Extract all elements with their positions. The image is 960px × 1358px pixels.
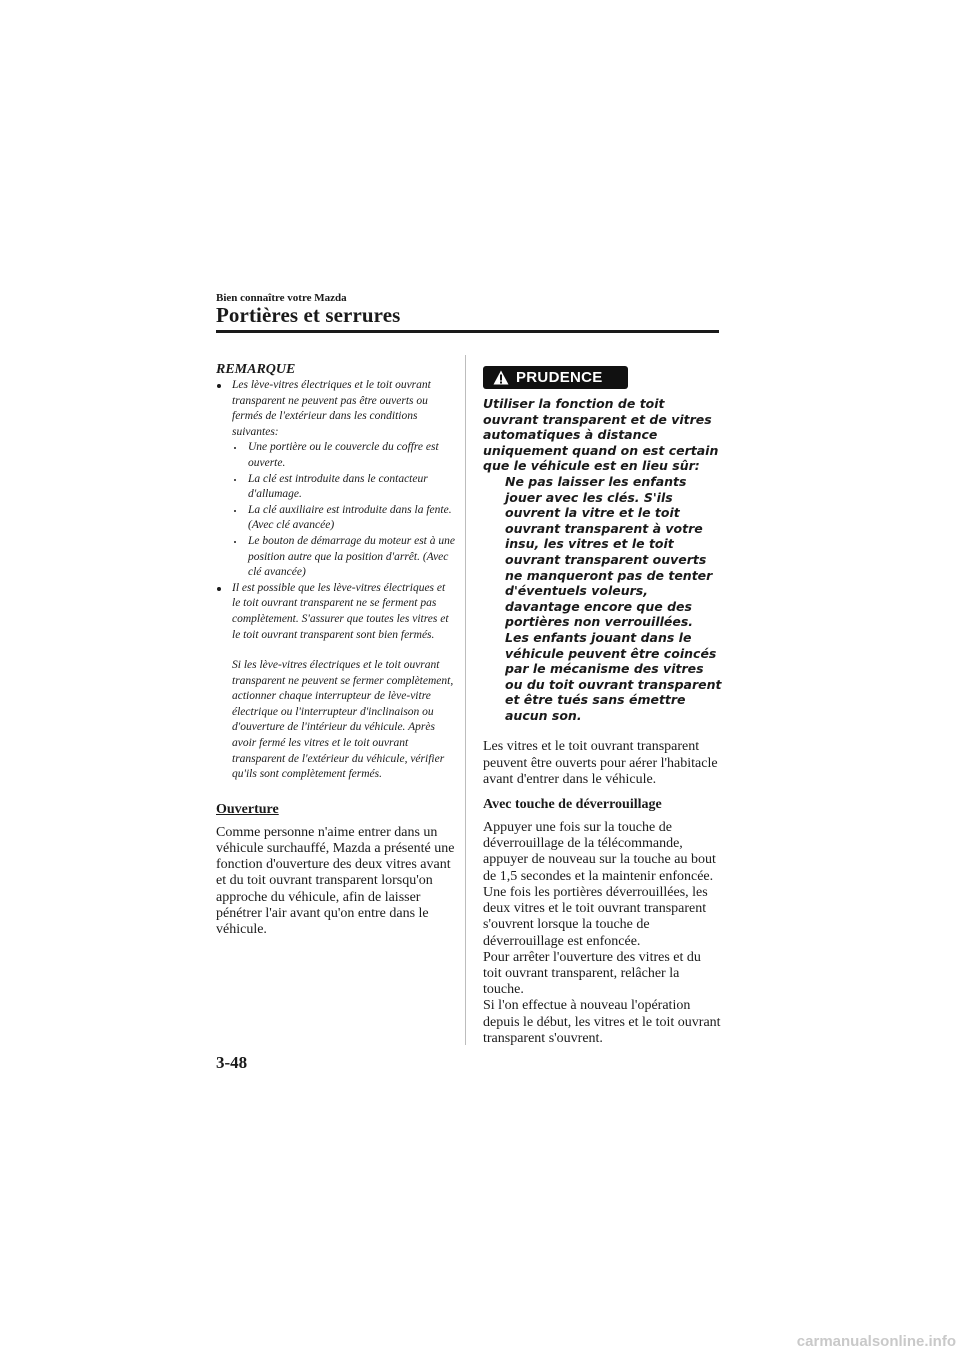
note-paragraph: Si les lève-vitres électriques et le toit ouvrant transparent ne peuvent se fermer complètement, actionner chaque interrupteur de lève-vitre électrique ou l'interrupteur d'inclinaison ou d'ouverture de l'intérieur du véhicule. Après avoir fermé les vitres et le toit ouvrant transparent de l'extérieur du véhicule, vérifier qu'ils sont complètement fermés.: [232, 659, 454, 781]
note-list: [216, 378, 456, 783]
caution-body-2: Les enfants jouant dans le véhicule peuvent être coincés par le mécanisme des vitres ou du toit ouvrant transparent et être tués sans émettre aucun son.: [505, 629, 722, 723]
note-item-text: Il est possible que les lève-vitres électriques et le toit ouvrant transparent ne se ferment pas complètement. S'assurer que toutes les vitres et le toit ouvrant transparent sont bien fermés.: [232, 581, 449, 641]
caution-body-1: Ne pas laisser les enfants jouer avec les clés. S'ils ouvrent la vitre et le toit ouvrant transparent à votre insu, les vitres et le toit ouvrant transparent ouverts ne manqueront pas de tenter d'éventuels voleurs, davantage encore que des portières non verrouillées.: [505, 473, 713, 630]
subheading: Avec touche de déverrouillage: [483, 797, 662, 813]
column-divider: [465, 355, 466, 1045]
paragraph-2: Pour arrêter l'ouverture des vitres et du toit ouvrant transparent, relâcher la touche.: [483, 949, 701, 998]
note-sublist: [232, 440, 456, 580]
header-rule: [216, 330, 719, 333]
right-column: [483, 366, 723, 1047]
note-subitem: La clé auxiliaire est introduite dans la fente. (Avec clé avancée): [232, 503, 456, 534]
note-subitem: Le bouton de démarrage du moteur est à une position autre que la position d'arrêt. (Avec clé avancée): [232, 534, 456, 581]
left-column: [216, 362, 456, 938]
note-item: [216, 378, 456, 581]
intro-paragraph: Les vitres et le toit ouvrant transparent peuvent être ouverts pour aérer l'habitacle avant d'entrer dans le véhicule.: [483, 739, 718, 787]
note-item-text: Les lève-vitres électriques et le toit ouvrant transparent ne peuvent pas être ouverts ou fermés de l'extérieur dans les conditions suivantes:: [232, 379, 431, 438]
section-heading: Ouverture: [216, 801, 279, 817]
paragraph-1: Appuyer une fois sur la touche de déverrouillage de la télécommande, appuyer de nouveau sur la touche au bout de 1,5 secondes et la maintenir enfoncée. Une fois les portières déverrouillées, les deux vitres et le toit ouvrant transparent s'ouvrent lorsque la touche de déverrouillage est enfoncée.: [483, 820, 716, 949]
section-body: Comme personne n'aime entrer dans un véhicule surchauffé, Mazda a présenté une fonction d'ouverture des deux vitres avant et du toit ouvrant transparent lorsqu'on approche du véhicule, afin de laisser pénétrer l'air avant qu'on entre dans le véhicule.: [216, 824, 455, 938]
warning-icon: [493, 370, 509, 385]
note-item: [216, 581, 456, 783]
caution-label: PRUDENCE: [516, 369, 603, 386]
chapter-title: Portières et serrures: [216, 303, 401, 327]
caution-banner: [483, 366, 628, 389]
caution-lead: Utiliser la fonction de toit ouvrant transparent et de vitres automatiques à distance uniquement quand on est certain que le véhicule est en lieu sûr:: [483, 396, 719, 474]
paragraph-3: Si l'on effectue à nouveau l'opération depuis le début, les vitres et le toit ouvrant transparent s'ouvrent.: [483, 998, 721, 1046]
section-label: Bien connaître votre Mazda: [216, 292, 347, 304]
watermark: carmanualsonline.info: [796, 1333, 956, 1350]
page-number: 3-48: [216, 1053, 248, 1072]
note-title: REMARQUE: [216, 362, 296, 377]
note-subitem: Une portière ou le couvercle du coffre est ouverte.: [232, 440, 456, 471]
note-subitem: La clé est introduite dans le contacteur d'allumage.: [232, 472, 456, 503]
